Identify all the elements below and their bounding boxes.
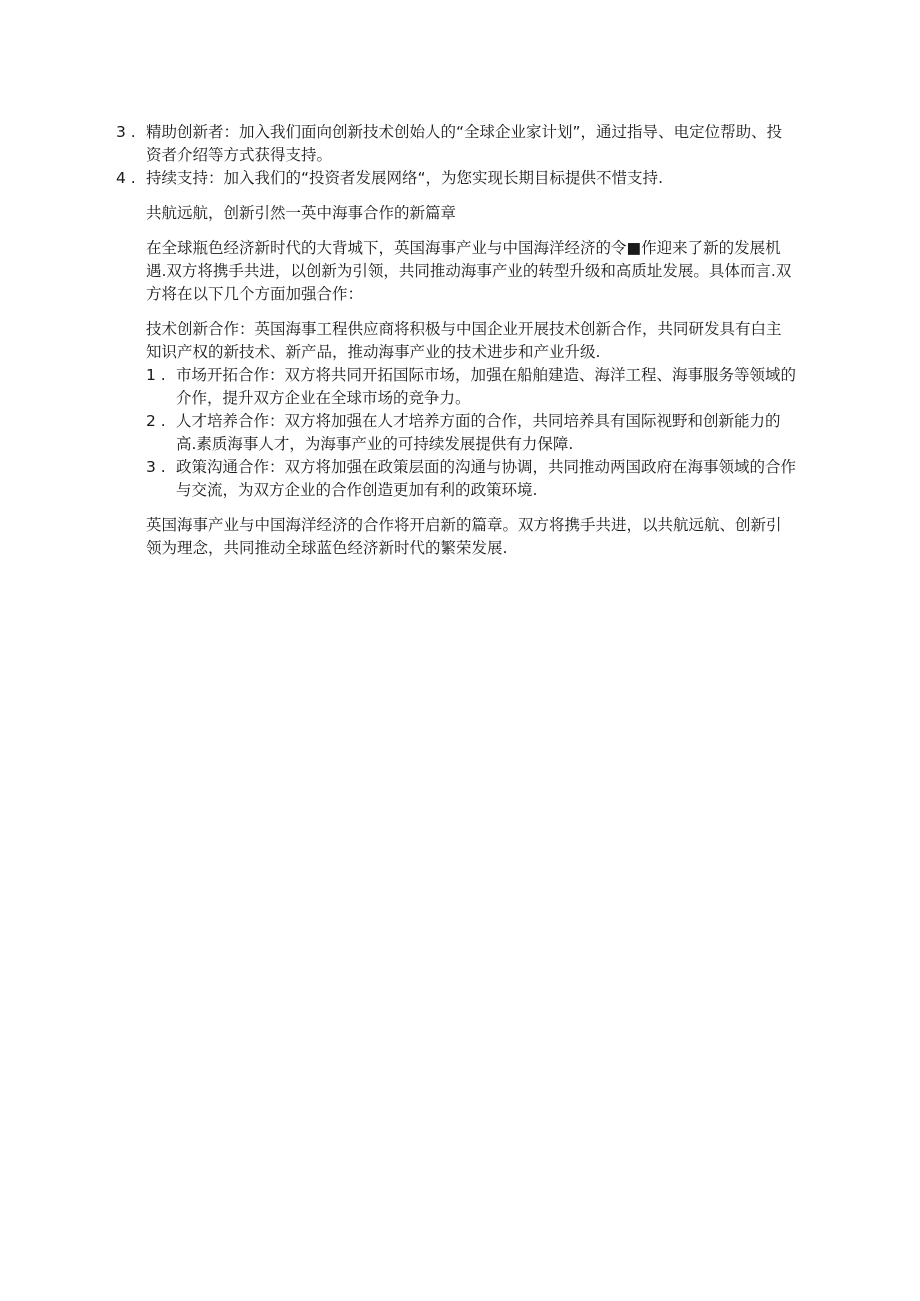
list-number: 3 . bbox=[116, 123, 136, 141]
list-text: 持续支持：加入我们的“投资者发展网络“，为您实现长期目标提供不惜支持. bbox=[146, 169, 663, 187]
list-text: 市场开拓合作：双方将共同开拓国际市场，加强在船舶建造、海洋工程、海事服务等领域的介作，提升双方企业在全球市场的竞争力。 bbox=[176, 366, 797, 407]
cooperation-intro: 技术创新合作：英国海事工程供应商将积极与中国企业开展技术创新合作，共同研发具有白主知识产权的新技术、新产品，推动海事产业的技术进步和产业升级. bbox=[146, 320, 782, 361]
closing-paragraph: 英国海事产业与中国海洋经济的合作将开启新的篇章。双方将携手共进，以共航远航、创新引领为理念，共同推动全球蓝色经济新时代的繁荣发展. bbox=[146, 516, 782, 557]
list-text: 政策沟通合作：双方将加强在政策层面的沟通与协调，共同推动两国政府在海事领域的合作与交流，为双方企业的合作创造更加有利的政策环境. bbox=[176, 458, 797, 499]
section-heading: 共航远航，创新引然一英中海事合作的新篇章 bbox=[146, 204, 457, 222]
document-body bbox=[116, 121, 796, 560]
list-text: 精助创新者：加入我们面向创新技术创始人的“全球企业家计划”，通过指导、电定位帮助、投资者介绍等方式获得支持。 bbox=[146, 123, 783, 164]
list-item bbox=[116, 167, 796, 190]
cooperation-list bbox=[116, 364, 796, 502]
list-item bbox=[146, 456, 796, 502]
list-item bbox=[116, 121, 796, 167]
list-number: 2 . bbox=[146, 412, 166, 430]
list-item bbox=[146, 410, 796, 456]
list-item bbox=[146, 364, 796, 410]
list-text: 人才培养合作：双方将加强在人才培养方面的合作，共同培养具有国际视野和创新能力的高.素质海事人才，为海事产业的可持续发展提供有力保障. bbox=[176, 412, 781, 453]
intro-paragraph: 在全球瓶色经济新时代的大背城下，英国海事产业与中国海洋经济的令■作迎来了新的发展机遇.双方将携手共进，以创新为引领，共同推动海事产业的转型升级和高质址发展。具体而言.双方将在以下几个方面加强合作： bbox=[146, 239, 792, 303]
list-number: 4 . bbox=[116, 169, 136, 187]
list-number: 1 . bbox=[146, 366, 166, 384]
list-number: 3 . bbox=[146, 458, 166, 476]
